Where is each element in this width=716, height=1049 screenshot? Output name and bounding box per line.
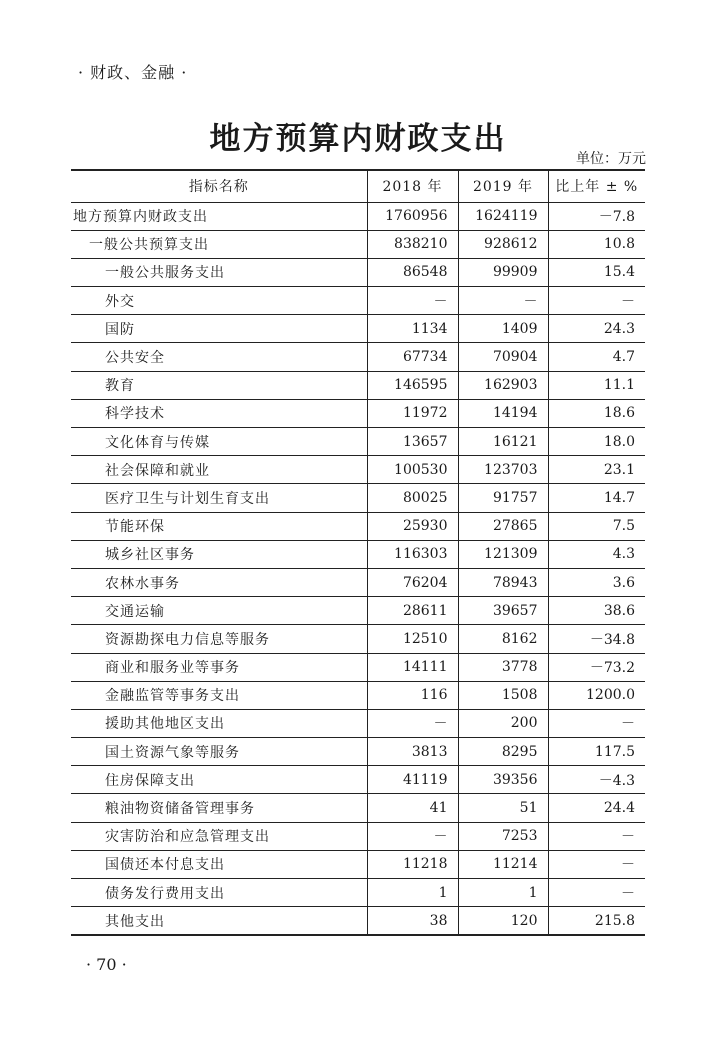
value-change: 24.3 bbox=[548, 315, 645, 343]
value-change: 15.4 bbox=[548, 258, 645, 286]
value-change: － bbox=[548, 879, 645, 907]
value-2019: 7253 bbox=[458, 822, 548, 850]
value-change: 18.0 bbox=[548, 428, 645, 456]
value-change: － bbox=[548, 709, 645, 737]
column-header-2019: 2019 年 bbox=[458, 170, 548, 202]
row-name: 农林水事务 bbox=[71, 568, 367, 596]
table-header-row bbox=[71, 170, 645, 202]
table-row bbox=[71, 202, 645, 230]
row-name: 一般公共预算支出 bbox=[71, 230, 367, 258]
row-name: 灾害防治和应急管理支出 bbox=[71, 822, 367, 850]
value-2019: 120 bbox=[458, 907, 548, 935]
value-change: － bbox=[548, 850, 645, 878]
value-2019: 1508 bbox=[458, 681, 548, 709]
value-change: 4.7 bbox=[548, 343, 645, 371]
page-number: · 70 · bbox=[86, 955, 127, 974]
value-2018: 80025 bbox=[367, 484, 458, 512]
table-body bbox=[71, 202, 645, 935]
row-name: 教育 bbox=[71, 371, 367, 399]
row-name: 国土资源气象等服务 bbox=[71, 738, 367, 766]
table-row bbox=[71, 625, 645, 653]
value-2018: 12510 bbox=[367, 625, 458, 653]
value-2018: 116 bbox=[367, 681, 458, 709]
value-change: 18.6 bbox=[548, 399, 645, 427]
value-2019: 78943 bbox=[458, 568, 548, 596]
value-change: 4.3 bbox=[548, 540, 645, 568]
value-2018: 14111 bbox=[367, 653, 458, 681]
row-name: 资源勘探电力信息等服务 bbox=[71, 625, 367, 653]
value-change: 38.6 bbox=[548, 597, 645, 625]
value-change: －4.3 bbox=[548, 766, 645, 794]
value-2018: 11972 bbox=[367, 399, 458, 427]
row-name: 交通运输 bbox=[71, 597, 367, 625]
value-2019: 14194 bbox=[458, 399, 548, 427]
value-2019: 39356 bbox=[458, 766, 548, 794]
table-row bbox=[71, 709, 645, 737]
row-name: 医疗卫生与计划生育支出 bbox=[71, 484, 367, 512]
value-change: － bbox=[548, 822, 645, 850]
value-2019: 16121 bbox=[458, 428, 548, 456]
value-2018: 41119 bbox=[367, 766, 458, 794]
value-change: － bbox=[548, 287, 645, 315]
value-change: 23.1 bbox=[548, 456, 645, 484]
value-2019: 1624119 bbox=[458, 202, 548, 230]
table-row bbox=[71, 822, 645, 850]
value-change: －7.8 bbox=[548, 202, 645, 230]
expenditure-table bbox=[71, 169, 645, 936]
table-row bbox=[71, 512, 645, 540]
table-row bbox=[71, 794, 645, 822]
value-2018: 1760956 bbox=[367, 202, 458, 230]
value-2019: 1409 bbox=[458, 315, 548, 343]
value-change: 10.8 bbox=[548, 230, 645, 258]
value-2019: － bbox=[458, 287, 548, 315]
value-2018: 838210 bbox=[367, 230, 458, 258]
table-row bbox=[71, 738, 645, 766]
table-row bbox=[71, 653, 645, 681]
table-row bbox=[71, 287, 645, 315]
value-2019: 162903 bbox=[458, 371, 548, 399]
row-name: 金融监管等事务支出 bbox=[71, 681, 367, 709]
value-2019: 8295 bbox=[458, 738, 548, 766]
value-2018: 41 bbox=[367, 794, 458, 822]
value-2019: 1 bbox=[458, 879, 548, 907]
value-2018: － bbox=[367, 709, 458, 737]
value-2019: 51 bbox=[458, 794, 548, 822]
row-name: 地方预算内财政支出 bbox=[71, 202, 367, 230]
table-row bbox=[71, 681, 645, 709]
row-name: 住房保障支出 bbox=[71, 766, 367, 794]
value-2018: － bbox=[367, 287, 458, 315]
table-row bbox=[71, 484, 645, 512]
value-change: 215.8 bbox=[548, 907, 645, 935]
value-change: 3.6 bbox=[548, 568, 645, 596]
value-2019: 928612 bbox=[458, 230, 548, 258]
table-row bbox=[71, 371, 645, 399]
value-change: 1200.0 bbox=[548, 681, 645, 709]
row-name: 科学技术 bbox=[71, 399, 367, 427]
row-name: 节能环保 bbox=[71, 512, 367, 540]
table-row bbox=[71, 399, 645, 427]
table-row bbox=[71, 850, 645, 878]
value-2018: 116303 bbox=[367, 540, 458, 568]
table-row bbox=[71, 428, 645, 456]
column-header-name: 指标名称 bbox=[71, 170, 367, 202]
row-name: 国防 bbox=[71, 315, 367, 343]
row-name: 外交 bbox=[71, 287, 367, 315]
row-name: 城乡社区事务 bbox=[71, 540, 367, 568]
value-change: －73.2 bbox=[548, 653, 645, 681]
value-2018: 76204 bbox=[367, 568, 458, 596]
table-row bbox=[71, 766, 645, 794]
value-2018: 11218 bbox=[367, 850, 458, 878]
value-2019: 3778 bbox=[458, 653, 548, 681]
section-header: · 财政、金融 · bbox=[78, 63, 188, 82]
value-change: 117.5 bbox=[548, 738, 645, 766]
value-2018: － bbox=[367, 822, 458, 850]
value-2019: 200 bbox=[458, 709, 548, 737]
column-header-change: 比上年 ± % bbox=[548, 170, 645, 202]
value-2018: 100530 bbox=[367, 456, 458, 484]
table-row bbox=[71, 230, 645, 258]
value-2019: 70904 bbox=[458, 343, 548, 371]
value-change: 11.1 bbox=[548, 371, 645, 399]
value-2018: 146595 bbox=[367, 371, 458, 399]
value-change: 14.7 bbox=[548, 484, 645, 512]
row-name: 一般公共服务支出 bbox=[71, 258, 367, 286]
row-name: 援助其他地区支出 bbox=[71, 709, 367, 737]
row-name: 粮油物资储备管理事务 bbox=[71, 794, 367, 822]
row-name: 商业和服务业等事务 bbox=[71, 653, 367, 681]
value-2019: 27865 bbox=[458, 512, 548, 540]
row-name: 文化体育与传媒 bbox=[71, 428, 367, 456]
table-row bbox=[71, 907, 645, 935]
value-2018: 25930 bbox=[367, 512, 458, 540]
table-row bbox=[71, 568, 645, 596]
table-row bbox=[71, 879, 645, 907]
value-2019: 121309 bbox=[458, 540, 548, 568]
table-row bbox=[71, 315, 645, 343]
value-2018: 13657 bbox=[367, 428, 458, 456]
value-2018: 67734 bbox=[367, 343, 458, 371]
table-row bbox=[71, 540, 645, 568]
value-2018: 1134 bbox=[367, 315, 458, 343]
value-2018: 3813 bbox=[367, 738, 458, 766]
table-row bbox=[71, 456, 645, 484]
value-2019: 39657 bbox=[458, 597, 548, 625]
unit-label: 单位：万元 bbox=[576, 151, 646, 167]
value-change: 7.5 bbox=[548, 512, 645, 540]
page-title: 地方预算内财政支出 bbox=[209, 121, 507, 157]
value-2019: 8162 bbox=[458, 625, 548, 653]
value-2019: 123703 bbox=[458, 456, 548, 484]
value-2018: 38 bbox=[367, 907, 458, 935]
value-change: －34.8 bbox=[548, 625, 645, 653]
value-2018: 1 bbox=[367, 879, 458, 907]
row-name: 债务发行费用支出 bbox=[71, 879, 367, 907]
value-2018: 28611 bbox=[367, 597, 458, 625]
value-2018: 86548 bbox=[367, 258, 458, 286]
value-2019: 11214 bbox=[458, 850, 548, 878]
value-2019: 99909 bbox=[458, 258, 548, 286]
column-header-2018: 2018 年 bbox=[367, 170, 458, 202]
row-name: 公共安全 bbox=[71, 343, 367, 371]
row-name: 国债还本付息支出 bbox=[71, 850, 367, 878]
value-2019: 91757 bbox=[458, 484, 548, 512]
table-row bbox=[71, 343, 645, 371]
value-change: 24.4 bbox=[548, 794, 645, 822]
table-row bbox=[71, 258, 645, 286]
table-row bbox=[71, 597, 645, 625]
row-name: 其他支出 bbox=[71, 907, 367, 935]
row-name: 社会保障和就业 bbox=[71, 456, 367, 484]
